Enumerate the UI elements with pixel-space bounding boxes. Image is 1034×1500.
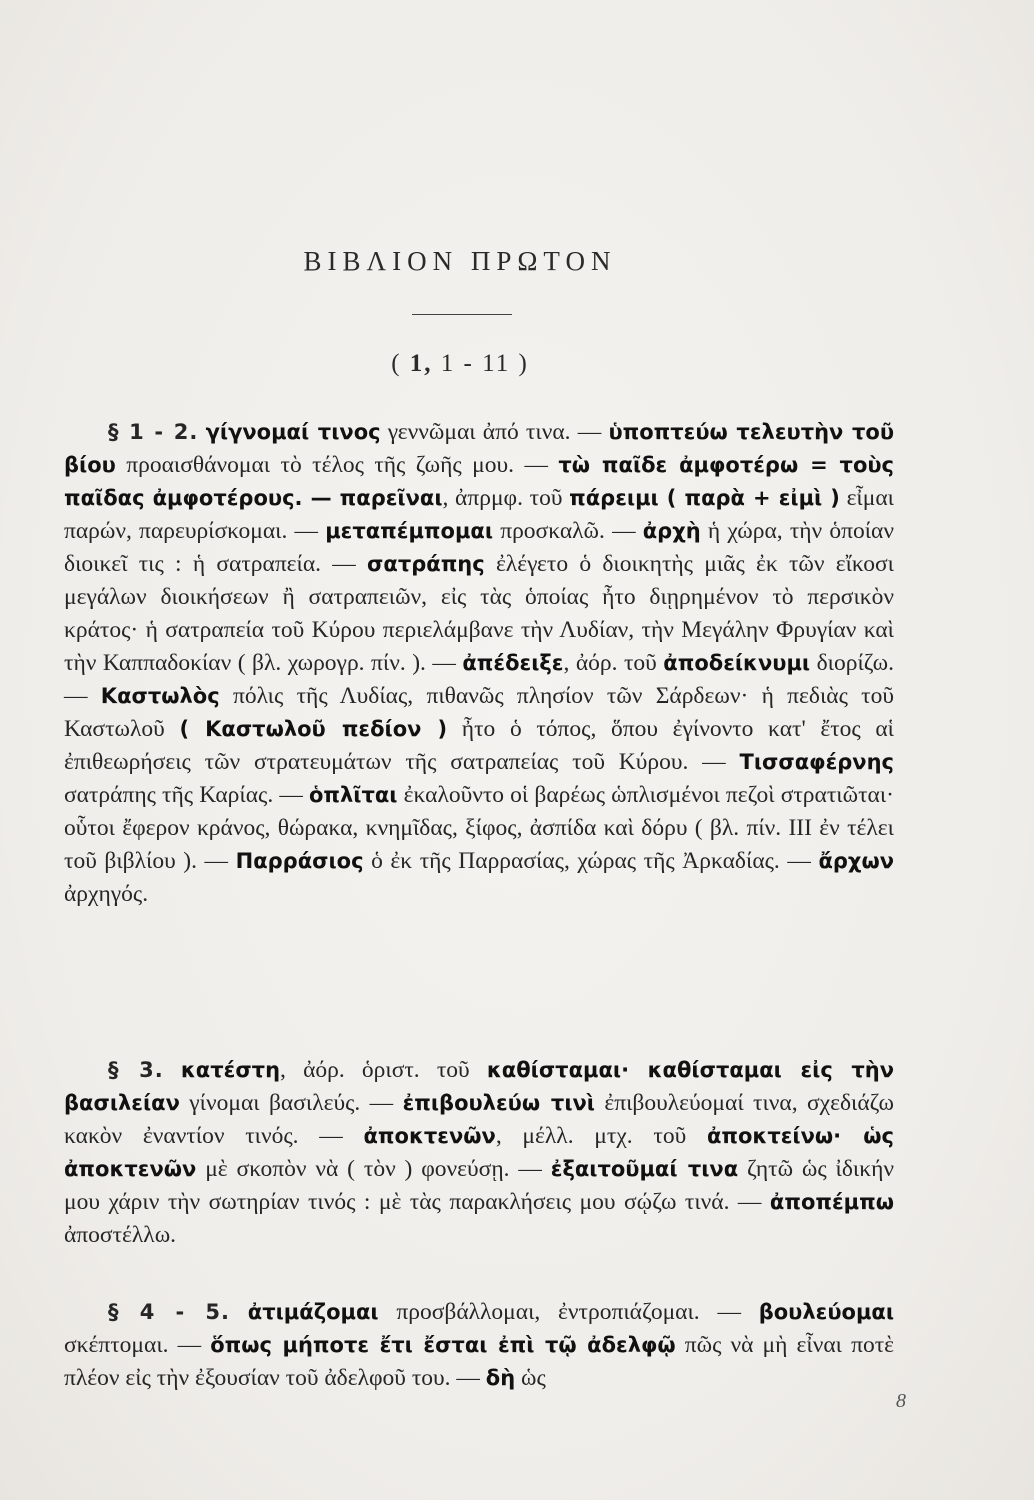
headword: ἄρχων	[818, 849, 894, 873]
headword: ὅπως μήποτε ἔτι ἔσται ἐπὶ τῷ ἀδελφῷ	[210, 1333, 676, 1357]
gloss-text: ὁ ἐκ τῆς Παρρασίας, χώρας τῆς Ἀρκαδίας. —	[363, 848, 819, 874]
section-paragraph	[64, 1054, 894, 1252]
section-number: § 1 - 2.	[108, 420, 199, 444]
page-number: 8	[896, 1390, 906, 1412]
gloss-text: προαισθάνομαι τὸ τέλος τῆς ζωῆς μου. —	[115, 452, 559, 478]
headword: ἀπέδειξε	[462, 651, 564, 675]
headword: ἐπιβουλεύω τινὶ	[402, 1091, 595, 1115]
gloss-text: ζητῶ ὡς ἰδικήν μου χάριν τὴν σωτηρίαν τινός : μὲ τὰς παρακλήσεις μου σῴζω τινά. —	[64, 1156, 895, 1215]
gloss-text: , μέλλ. μτχ. τοῦ	[495, 1123, 707, 1149]
section-4-5	[64, 1296, 894, 1395]
headword: βουλεύομαι	[758, 1300, 895, 1324]
chapter-ref-range: 1 - 11	[440, 350, 511, 377]
title-divider	[412, 314, 512, 315]
headword: ἀποδείκνυμι	[663, 651, 811, 675]
gloss-text: γίνομαι βασιλεύς. —	[179, 1090, 403, 1116]
headword: μεταπέμπομαι	[325, 519, 494, 543]
headword: γίγνομαί τινος	[205, 420, 381, 444]
headword: σατράπης	[367, 552, 485, 576]
chapter-ref-open: (	[391, 350, 402, 377]
gloss-text: , ἀπρμφ. τοῦ	[442, 485, 570, 511]
headword: ἀποκτείνω· ὡς ἀποκτενῶν	[64, 1124, 894, 1181]
section-3	[64, 1054, 894, 1252]
chapter-reference	[0, 350, 920, 378]
gloss-text: προσκαλῶ. —	[493, 518, 643, 544]
headword: τὼ παῖδε ἀμφοτέρω = τοὺς παῖδας ἀμφοτέρους. — παρεῖναι	[64, 453, 895, 510]
headword: πάρειμι ( παρὰ + εἰμὶ )	[569, 486, 840, 510]
headword: ὑποπτεύω τελευτὴν τοῦ βίου	[64, 420, 894, 477]
gloss-text: προσβάλλομαι, ἐντροπιάζομαι. —	[378, 1299, 759, 1325]
headword: ( Καστωλοῦ πεδίον )	[179, 717, 448, 741]
section-number: § 4 - 5.	[108, 1300, 231, 1324]
headword: καθίσταμαι· καθίσταμαι εἰς τὴν βασιλείαν	[64, 1058, 895, 1115]
gloss-text: ἐπιβουλεύομαί τινα, σχεδιάζω κακὸν ἐναντίον τινός. —	[64, 1090, 894, 1149]
chapter-ref-number: 1,	[409, 350, 433, 377]
gloss-text: σατράπης τῆς Καρίας. —	[64, 782, 309, 808]
section-text	[64, 1057, 894, 1248]
gloss-text: , ἀόρ. τοῦ	[563, 650, 664, 676]
gloss-text: εἶμαι παρών, παρευρίσκομαι. —	[64, 485, 894, 544]
gloss-text: μὲ σκοπὸν νὰ ( τὸν ) φονεύσῃ. —	[196, 1156, 551, 1182]
gloss-text: σκέπτομαι. —	[64, 1332, 211, 1358]
section-1-2	[64, 416, 894, 911]
gloss-text: ἐκαλοῦντο οἱ βαρέως ὡπλισμένοι πεζοὶ στρατιῶται· οὗτοι ἔφερον κράνος, θώρακα, κνημῖδας, ξίφος, ἀσπίδα καὶ δόρυ ( βλ. πίν. III ἐν τέλει τοῦ βιβλίου ). —	[64, 782, 894, 874]
gloss-text: πόλις τῆς Λυδίας, πιθανῶς πλησίον τῶν Σάρδεων· ἡ πεδιὰς τοῦ Καστωλοῦ	[64, 683, 895, 742]
gloss-text: ἀρχηγός.	[64, 881, 149, 907]
chapter-ref-close: )	[518, 350, 529, 377]
section-paragraph	[64, 1296, 894, 1395]
headword: κατέστη	[180, 1058, 281, 1082]
section-number: § 3.	[108, 1058, 164, 1082]
gloss-text: πῶς νὰ μὴ εἶναι ποτὲ πλέον εἰς τὴν ἐξουσίαν τοῦ ἀδελφοῦ του. —	[64, 1332, 895, 1391]
gloss-text: ἡ χώρα, τὴν ὁποίαν διοικεῖ τις : ἡ σατραπεία. —	[64, 518, 894, 577]
gloss-text: γεννῶμαι ἀπό τινα. —	[380, 419, 609, 445]
gloss-text: ἐλέγετο ὁ διοικητὴς μιᾶς ἐκ τῶν εἴκοσι μεγάλων διοικήσεων ἢ σατραπειῶν, εἰς τὰς ὁποίας ἦτο διῃρημένον τὸ περσικὸν κράτος· ἡ σατραπεία τοῦ Κύρου περιελάμβανε τὴν Λυδίαν, τὴν Μεγάλην Φρυγίαν καὶ τὴν Καππαδοκίαν ( βλ. χωρογρ. πίν. ). —	[64, 551, 894, 676]
section-paragraph	[64, 416, 894, 911]
gloss-text: ἦτο ὁ τόπος, ὅπου ἐγίνοντο κατ' ἔτος αἱ ἐπιθεωρήσεις τῶν στρατευμάτων τῆς σατραπείας τοῦ Κύρου. —	[64, 716, 894, 775]
gloss-text: ὡς	[515, 1365, 546, 1391]
headword: ἐξαιτοῦμαί τινα	[550, 1157, 739, 1181]
headword: Καστωλὸς	[100, 684, 220, 708]
headword: ἀποκτενῶν	[363, 1124, 496, 1148]
book-title: ΒΙΒΛΙΟΝ ΠΡΩΤΟΝ	[303, 246, 617, 276]
gloss-text: ἀποστέλλω.	[64, 1222, 177, 1248]
headword: Τισσαφέρνης	[739, 750, 894, 774]
headword: δὴ	[485, 1366, 516, 1390]
gloss-text: διορίζω. —	[64, 650, 895, 709]
headword: ὁπλῖται	[308, 783, 398, 807]
section-text	[64, 419, 894, 907]
headword: Παρράσιος	[235, 849, 364, 873]
headword: ἀτιμάζομαι	[247, 1300, 379, 1324]
gloss-text: , ἀόρ. ὁριστ. τοῦ	[280, 1057, 487, 1083]
headword: ἀποπέμπω	[769, 1190, 894, 1214]
headword: ἀρχὴ	[642, 519, 701, 543]
